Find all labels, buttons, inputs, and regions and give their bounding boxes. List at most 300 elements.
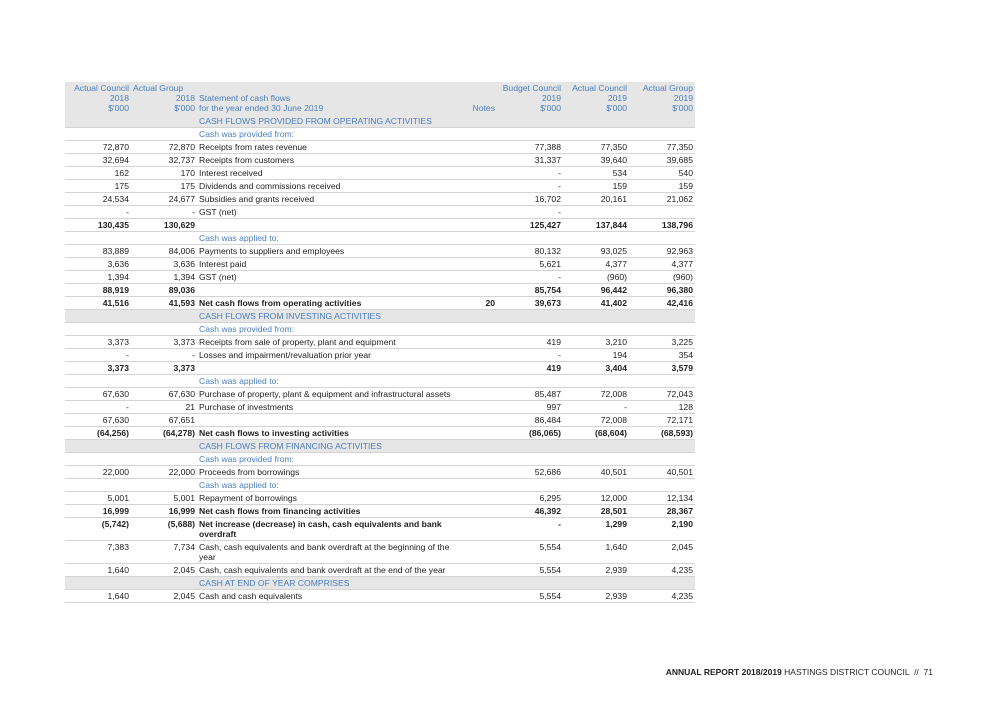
notes-cell bbox=[467, 180, 497, 193]
empty-cell bbox=[131, 128, 197, 141]
actual-council-2019-cell: 534 bbox=[563, 167, 629, 180]
section-title: CASH FLOWS PROVIDED FROM OPERATING ACTIVITIES bbox=[197, 115, 467, 128]
empty-cell bbox=[65, 577, 131, 590]
empty-cell bbox=[497, 115, 563, 128]
actual-council-2019-cell: 12,000 bbox=[563, 492, 629, 505]
table-row bbox=[65, 466, 695, 479]
table-row bbox=[65, 388, 695, 401]
subsection-row bbox=[65, 232, 695, 245]
table-header bbox=[65, 82, 695, 115]
actual-group-2018-cell: 67,651 bbox=[131, 414, 197, 427]
table-row bbox=[65, 541, 695, 564]
actual-council-2018-cell: 72,870 bbox=[65, 141, 131, 154]
section-header-row bbox=[65, 440, 695, 453]
line-item-description: Receipts from rates revenue bbox=[197, 141, 467, 154]
budget-council-2019-cell: - bbox=[497, 518, 563, 541]
total-row bbox=[65, 219, 695, 232]
actual-council-2018-cell: 83,889 bbox=[65, 245, 131, 258]
actual-group-2018-cell: 32,737 bbox=[131, 154, 197, 167]
budget-council-2019-cell: 419 bbox=[497, 336, 563, 349]
line-item-description: Net cash flows to investing activities bbox=[197, 427, 467, 440]
empty-cell bbox=[629, 440, 695, 453]
empty-cell bbox=[131, 115, 197, 128]
empty-cell bbox=[629, 232, 695, 245]
notes-cell bbox=[467, 466, 497, 479]
empty-cell bbox=[629, 479, 695, 492]
budget-council-2019-cell: 125,427 bbox=[497, 219, 563, 232]
notes-cell bbox=[467, 206, 497, 219]
table-row bbox=[65, 193, 695, 206]
line-item-description: Receipts from customers bbox=[197, 154, 467, 167]
actual-group-2018-cell: 175 bbox=[131, 180, 197, 193]
subsection-title: Cash was provided from: bbox=[197, 453, 467, 466]
actual-council-2018-cell: 32,694 bbox=[65, 154, 131, 167]
actual-group-2019-cell: 72,043 bbox=[629, 388, 695, 401]
line-item-description: Net increase (decrease) in cash, cash equivalents and bank overdraft bbox=[197, 518, 467, 541]
actual-group-2018-cell: 170 bbox=[131, 167, 197, 180]
actual-group-2018-cell: 7,734 bbox=[131, 541, 197, 564]
line-item-description bbox=[197, 284, 467, 297]
actual-group-2019-cell: 4,235 bbox=[629, 564, 695, 577]
actual-group-2019-cell: 42,416 bbox=[629, 297, 695, 310]
header-actual-council-2019: Actual Council 2019 $'000 bbox=[563, 82, 629, 115]
actual-council-2019-cell: 72,008 bbox=[563, 414, 629, 427]
empty-cell bbox=[65, 375, 131, 388]
empty-cell bbox=[65, 440, 131, 453]
empty-cell bbox=[467, 479, 497, 492]
total-row bbox=[65, 297, 695, 310]
line-item-description bbox=[197, 362, 467, 375]
empty-cell bbox=[131, 310, 197, 323]
actual-group-2018-cell: 67,630 bbox=[131, 388, 197, 401]
actual-group-2019-cell: 21,062 bbox=[629, 193, 695, 206]
empty-cell bbox=[65, 115, 131, 128]
empty-cell bbox=[467, 440, 497, 453]
actual-council-2018-cell: 130,435 bbox=[65, 219, 131, 232]
actual-group-2018-cell: 130,629 bbox=[131, 219, 197, 232]
actual-council-2019-cell: 194 bbox=[563, 349, 629, 362]
empty-cell bbox=[563, 577, 629, 590]
table-row bbox=[65, 590, 695, 603]
actual-group-2018-cell: 3,636 bbox=[131, 258, 197, 271]
section-title: CASH FLOWS FROM FINANCING ACTIVITIES bbox=[197, 440, 467, 453]
line-item-description: Subsidies and grants received bbox=[197, 193, 467, 206]
line-item-description bbox=[197, 219, 467, 232]
notes-cell bbox=[467, 167, 497, 180]
actual-council-2018-cell: 1,640 bbox=[65, 590, 131, 603]
header-budget-council-2019: Budget Council 2019 $'000 bbox=[497, 82, 563, 115]
table-row bbox=[65, 401, 695, 414]
actual-council-2019-cell: 72,008 bbox=[563, 388, 629, 401]
line-item-description: GST (net) bbox=[197, 271, 467, 284]
table-body bbox=[65, 115, 695, 603]
actual-group-2019-cell: 128 bbox=[629, 401, 695, 414]
actual-council-2019-cell: 2,939 bbox=[563, 590, 629, 603]
actual-group-2019-cell: 354 bbox=[629, 349, 695, 362]
total-row bbox=[65, 284, 695, 297]
total-row bbox=[65, 518, 695, 541]
empty-cell bbox=[131, 577, 197, 590]
line-item-description: Cash and cash equivalents bbox=[197, 590, 467, 603]
table-row bbox=[65, 245, 695, 258]
notes-cell bbox=[467, 258, 497, 271]
empty-cell bbox=[467, 323, 497, 336]
actual-group-2019-cell: 3,225 bbox=[629, 336, 695, 349]
actual-council-2019-cell: 28,501 bbox=[563, 505, 629, 518]
notes-cell bbox=[467, 362, 497, 375]
subsection-row bbox=[65, 453, 695, 466]
empty-cell bbox=[629, 323, 695, 336]
budget-council-2019-cell: 52,686 bbox=[497, 466, 563, 479]
line-item-description: Proceeds from borrowings bbox=[197, 466, 467, 479]
table-row bbox=[65, 154, 695, 167]
budget-council-2019-cell: 39,673 bbox=[497, 297, 563, 310]
budget-council-2019-cell: 5,554 bbox=[497, 541, 563, 564]
actual-council-2019-cell: 159 bbox=[563, 180, 629, 193]
table-row bbox=[65, 167, 695, 180]
empty-cell bbox=[563, 375, 629, 388]
empty-cell bbox=[497, 375, 563, 388]
line-item-description: Repayment of borrowings bbox=[197, 492, 467, 505]
subsection-title: Cash was applied to: bbox=[197, 375, 467, 388]
line-item-description: Dividends and commissions received bbox=[197, 180, 467, 193]
budget-council-2019-cell: 86,484 bbox=[497, 414, 563, 427]
actual-group-2018-cell: 24,677 bbox=[131, 193, 197, 206]
empty-cell bbox=[131, 453, 197, 466]
empty-cell bbox=[497, 577, 563, 590]
empty-cell bbox=[467, 577, 497, 590]
notes-cell bbox=[467, 505, 497, 518]
footer-report-title: ANNUAL REPORT 2018/2019 bbox=[665, 667, 782, 677]
actual-group-2018-cell: 41,593 bbox=[131, 297, 197, 310]
header-actual-group-2018: Actual Group 2018 $'000 bbox=[133, 83, 195, 113]
notes-cell bbox=[467, 336, 497, 349]
budget-council-2019-cell: - bbox=[497, 349, 563, 362]
header-actual-group-2019: Actual Group 2019 $'000 bbox=[629, 82, 695, 115]
subsection-title: Cash was provided from: bbox=[197, 323, 467, 336]
actual-group-2018-cell: 22,000 bbox=[131, 466, 197, 479]
actual-group-2019-cell: 159 bbox=[629, 180, 695, 193]
empty-cell bbox=[497, 323, 563, 336]
budget-council-2019-cell: 419 bbox=[497, 362, 563, 375]
actual-group-2019-cell: 2,045 bbox=[629, 541, 695, 564]
budget-council-2019-cell: 16,702 bbox=[497, 193, 563, 206]
header-actual-council-2018: Actual Council 2018 $'000 bbox=[65, 82, 131, 115]
table-row bbox=[65, 180, 695, 193]
notes-cell bbox=[467, 414, 497, 427]
actual-group-2018-cell: 3,373 bbox=[131, 336, 197, 349]
actual-council-2019-cell: 41,402 bbox=[563, 297, 629, 310]
empty-cell bbox=[65, 323, 131, 336]
notes-cell bbox=[467, 245, 497, 258]
actual-group-2018-cell: 84,006 bbox=[131, 245, 197, 258]
actual-group-2019-cell: (68,593) bbox=[629, 427, 695, 440]
table-row bbox=[65, 564, 695, 577]
empty-cell bbox=[497, 453, 563, 466]
empty-cell bbox=[563, 453, 629, 466]
empty-cell bbox=[497, 232, 563, 245]
empty-cell bbox=[65, 232, 131, 245]
budget-council-2019-cell: - bbox=[497, 167, 563, 180]
actual-council-2019-cell: 96,442 bbox=[563, 284, 629, 297]
section-header-row bbox=[65, 577, 695, 590]
empty-cell bbox=[563, 323, 629, 336]
notes-cell bbox=[467, 388, 497, 401]
page-footer bbox=[666, 667, 933, 677]
actual-council-2019-cell: (68,604) bbox=[563, 427, 629, 440]
empty-cell bbox=[467, 128, 497, 141]
actual-council-2019-cell: 77,350 bbox=[563, 141, 629, 154]
actual-council-2019-cell: 3,404 bbox=[563, 362, 629, 375]
notes-cell bbox=[467, 518, 497, 541]
actual-council-2018-cell: (5,742) bbox=[65, 518, 131, 541]
empty-cell bbox=[563, 115, 629, 128]
actual-group-2018-cell: - bbox=[131, 349, 197, 362]
empty-cell bbox=[497, 479, 563, 492]
empty-cell bbox=[65, 310, 131, 323]
actual-council-2018-cell: 1,394 bbox=[65, 271, 131, 284]
notes-cell bbox=[467, 141, 497, 154]
notes-cell bbox=[467, 219, 497, 232]
actual-council-2018-cell: 22,000 bbox=[65, 466, 131, 479]
subsection-row bbox=[65, 479, 695, 492]
empty-cell bbox=[629, 375, 695, 388]
actual-council-2018-cell: 41,516 bbox=[65, 297, 131, 310]
actual-group-2018-cell: 2,045 bbox=[131, 564, 197, 577]
empty-cell bbox=[563, 128, 629, 141]
budget-council-2019-cell: 5,621 bbox=[497, 258, 563, 271]
actual-council-2018-cell: 3,373 bbox=[65, 362, 131, 375]
table-row bbox=[65, 271, 695, 284]
actual-group-2018-cell: (5,688) bbox=[131, 518, 197, 541]
budget-council-2019-cell: 31,337 bbox=[497, 154, 563, 167]
empty-cell bbox=[497, 310, 563, 323]
empty-cell bbox=[467, 453, 497, 466]
line-item-description: Payments to suppliers and employees bbox=[197, 245, 467, 258]
notes-cell bbox=[467, 590, 497, 603]
actual-group-2019-cell: 3,579 bbox=[629, 362, 695, 375]
notes-cell bbox=[467, 401, 497, 414]
subsection-row bbox=[65, 323, 695, 336]
actual-group-2018-cell: 5,001 bbox=[131, 492, 197, 505]
table-row bbox=[65, 141, 695, 154]
actual-council-2019-cell: - bbox=[563, 401, 629, 414]
actual-council-2019-cell: 93,025 bbox=[563, 245, 629, 258]
empty-cell bbox=[497, 128, 563, 141]
actual-group-2019-cell: (960) bbox=[629, 271, 695, 284]
empty-cell bbox=[629, 453, 695, 466]
budget-council-2019-cell: - bbox=[497, 271, 563, 284]
empty-cell bbox=[467, 115, 497, 128]
actual-council-2018-cell: 67,630 bbox=[65, 388, 131, 401]
notes-cell bbox=[467, 541, 497, 564]
actual-council-2019-cell: 40,501 bbox=[563, 466, 629, 479]
total-row bbox=[65, 362, 695, 375]
actual-group-2018-cell: 16,999 bbox=[131, 505, 197, 518]
empty-cell bbox=[467, 375, 497, 388]
line-item-description: Purchase of investments bbox=[197, 401, 467, 414]
section-title: CASH AT END OF YEAR COMPRISES bbox=[197, 577, 467, 590]
actual-group-2018-cell: 89,036 bbox=[131, 284, 197, 297]
actual-council-2018-cell: 67,630 bbox=[65, 414, 131, 427]
actual-council-2018-cell: - bbox=[65, 206, 131, 219]
actual-group-2019-cell: 138,796 bbox=[629, 219, 695, 232]
subsection-row bbox=[65, 375, 695, 388]
actual-council-2019-cell: 137,844 bbox=[563, 219, 629, 232]
line-item-description: Cash, cash equivalents and bank overdraft at the end of the year bbox=[197, 564, 467, 577]
empty-cell bbox=[629, 577, 695, 590]
total-row bbox=[65, 427, 695, 440]
actual-group-2019-cell: 39,685 bbox=[629, 154, 695, 167]
subsection-title: Cash was provided from: bbox=[197, 128, 467, 141]
budget-council-2019-cell: - bbox=[497, 180, 563, 193]
actual-group-2018-cell: - bbox=[131, 206, 197, 219]
notes-cell bbox=[467, 564, 497, 577]
actual-group-2019-cell: 4,235 bbox=[629, 590, 695, 603]
line-item-description: GST (net) bbox=[197, 206, 467, 219]
actual-council-2019-cell: 39,640 bbox=[563, 154, 629, 167]
actual-council-2018-cell: 88,919 bbox=[65, 284, 131, 297]
line-item-description: Purchase of property, plant & equipment and infrastructural assets bbox=[197, 388, 467, 401]
actual-council-2019-cell: 20,161 bbox=[563, 193, 629, 206]
empty-cell bbox=[563, 310, 629, 323]
actual-group-2019-cell: 77,350 bbox=[629, 141, 695, 154]
budget-council-2019-cell: 85,487 bbox=[497, 388, 563, 401]
actual-council-2018-cell: (64,256) bbox=[65, 427, 131, 440]
line-item-description: Interest paid bbox=[197, 258, 467, 271]
line-item-description: Net cash flows from operating activities bbox=[197, 297, 467, 310]
section-title: CASH FLOWS FROM INVESTING ACTIVITIES bbox=[197, 310, 467, 323]
notes-cell bbox=[467, 492, 497, 505]
empty-cell bbox=[497, 440, 563, 453]
cash-flow-table bbox=[65, 82, 695, 603]
actual-group-2019-cell: 12,134 bbox=[629, 492, 695, 505]
empty-cell bbox=[131, 479, 197, 492]
actual-group-2019-cell: 96,380 bbox=[629, 284, 695, 297]
actual-group-2018-cell: 72,870 bbox=[131, 141, 197, 154]
empty-cell bbox=[65, 453, 131, 466]
budget-council-2019-cell: 77,388 bbox=[497, 141, 563, 154]
empty-cell bbox=[563, 232, 629, 245]
actual-council-2019-cell: 3,210 bbox=[563, 336, 629, 349]
actual-council-2018-cell: 16,999 bbox=[65, 505, 131, 518]
actual-council-2019-cell bbox=[563, 206, 629, 219]
actual-group-2019-cell: 92,963 bbox=[629, 245, 695, 258]
section-header-row bbox=[65, 310, 695, 323]
empty-cell bbox=[629, 310, 695, 323]
actual-council-2019-cell: (960) bbox=[563, 271, 629, 284]
actual-group-2019-cell: 28,367 bbox=[629, 505, 695, 518]
actual-council-2019-cell: 1,640 bbox=[563, 541, 629, 564]
budget-council-2019-cell: 80,132 bbox=[497, 245, 563, 258]
page-number: 71 bbox=[923, 667, 933, 677]
empty-cell bbox=[467, 232, 497, 245]
table-row bbox=[65, 349, 695, 362]
actual-council-2019-cell: 1,299 bbox=[563, 518, 629, 541]
actual-council-2019-cell: 4,377 bbox=[563, 258, 629, 271]
notes-cell bbox=[467, 349, 497, 362]
budget-council-2019-cell: (86,065) bbox=[497, 427, 563, 440]
table-row bbox=[65, 414, 695, 427]
budget-council-2019-cell: 6,295 bbox=[497, 492, 563, 505]
budget-council-2019-cell: 46,392 bbox=[497, 505, 563, 518]
table-row bbox=[65, 336, 695, 349]
actual-council-2018-cell: 5,001 bbox=[65, 492, 131, 505]
actual-council-2019-cell: 2,939 bbox=[563, 564, 629, 577]
total-row bbox=[65, 505, 695, 518]
empty-cell bbox=[131, 440, 197, 453]
actual-group-2018-cell: 1,394 bbox=[131, 271, 197, 284]
table-row bbox=[65, 492, 695, 505]
actual-council-2018-cell: 24,534 bbox=[65, 193, 131, 206]
budget-council-2019-cell: 5,554 bbox=[497, 590, 563, 603]
empty-cell bbox=[131, 323, 197, 336]
actual-council-2018-cell: - bbox=[65, 401, 131, 414]
actual-group-2018-cell: 21 bbox=[131, 401, 197, 414]
empty-cell bbox=[563, 440, 629, 453]
subsection-title: Cash was applied to: bbox=[197, 479, 467, 492]
actual-council-2018-cell: 7,383 bbox=[65, 541, 131, 564]
empty-cell bbox=[563, 479, 629, 492]
subsection-row bbox=[65, 128, 695, 141]
empty-cell bbox=[131, 375, 197, 388]
subsection-title: Cash was applied to: bbox=[197, 232, 467, 245]
line-item-description bbox=[197, 414, 467, 427]
actual-group-2018-cell: (64,278) bbox=[131, 427, 197, 440]
budget-council-2019-cell: - bbox=[497, 206, 563, 219]
actual-council-2018-cell: 3,636 bbox=[65, 258, 131, 271]
actual-group-2018-cell: 3,373 bbox=[131, 362, 197, 375]
table-row bbox=[65, 206, 695, 219]
table-row bbox=[65, 258, 695, 271]
actual-group-2019-cell: 540 bbox=[629, 167, 695, 180]
actual-group-2019-cell: 72,171 bbox=[629, 414, 695, 427]
actual-council-2018-cell: 162 bbox=[65, 167, 131, 180]
notes-cell bbox=[467, 427, 497, 440]
actual-council-2018-cell: 1,640 bbox=[65, 564, 131, 577]
empty-cell bbox=[131, 232, 197, 245]
actual-council-2018-cell: 3,373 bbox=[65, 336, 131, 349]
line-item-description: Cash, cash equivalents and bank overdraft at the beginning of the year bbox=[197, 541, 467, 564]
notes-cell bbox=[467, 284, 497, 297]
actual-council-2018-cell: - bbox=[65, 349, 131, 362]
notes-cell bbox=[467, 193, 497, 206]
line-item-description: Losses and impairment/revaluation prior year bbox=[197, 349, 467, 362]
notes-cell: 20 bbox=[467, 297, 497, 310]
line-item-description: Net cash flows from financing activities bbox=[197, 505, 467, 518]
actual-group-2019-cell: 4,377 bbox=[629, 258, 695, 271]
empty-cell bbox=[629, 128, 695, 141]
empty-cell bbox=[629, 115, 695, 128]
footer-council-name: HASTINGS DISTRICT COUNCIL bbox=[784, 667, 910, 677]
budget-council-2019-cell: 85,754 bbox=[497, 284, 563, 297]
budget-council-2019-cell: 5,554 bbox=[497, 564, 563, 577]
actual-group-2018-cell: 2,045 bbox=[131, 590, 197, 603]
budget-council-2019-cell: 997 bbox=[497, 401, 563, 414]
actual-group-2019-cell: 2,190 bbox=[629, 518, 695, 541]
empty-cell bbox=[65, 479, 131, 492]
header-notes: Notes bbox=[467, 82, 497, 115]
notes-cell bbox=[467, 154, 497, 167]
line-item-description: Interest received bbox=[197, 167, 467, 180]
footer-separator: // bbox=[914, 667, 919, 677]
actual-group-2019-cell: 40,501 bbox=[629, 466, 695, 479]
statement-title: Statement of cash flows for the year ended 30 June 2019 bbox=[197, 82, 467, 115]
actual-council-2018-cell: 175 bbox=[65, 180, 131, 193]
empty-cell bbox=[65, 128, 131, 141]
section-header-row bbox=[65, 115, 695, 128]
notes-cell bbox=[467, 271, 497, 284]
